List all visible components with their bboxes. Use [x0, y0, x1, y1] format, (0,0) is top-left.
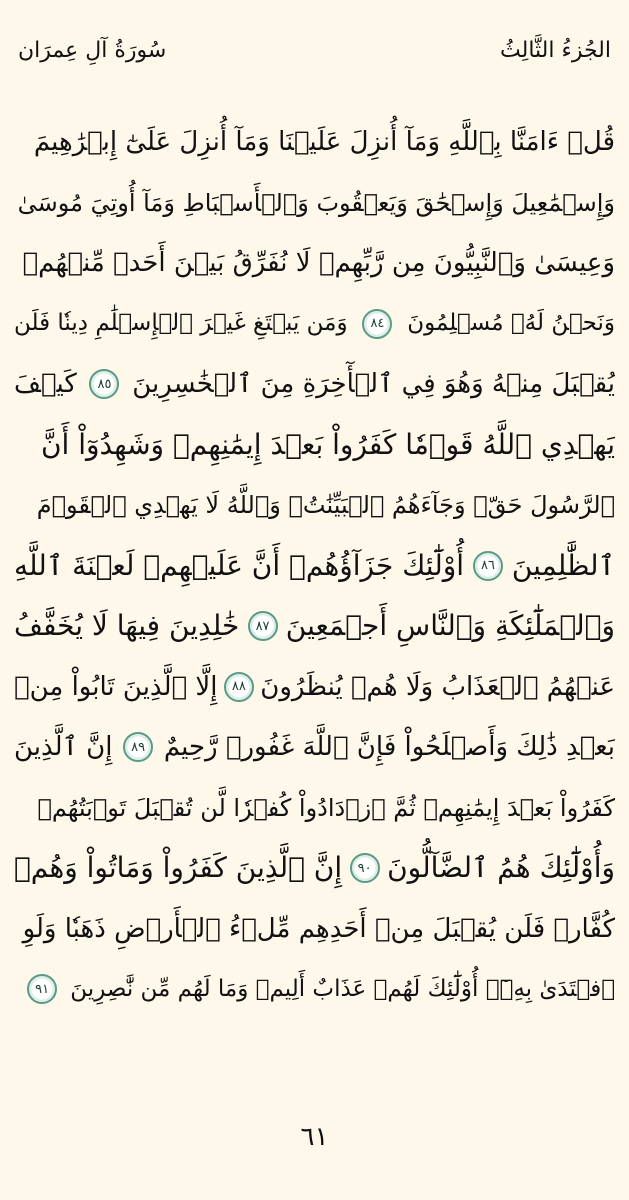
juz-name: الجُزءُ الثَّالِثُ: [500, 37, 611, 63]
verse-text: يُقۡبَلَ مِنۡهُ وَهُوَ فِي ٱلۡأٓخِرَةِ مِنَ ٱلۡخَٰسِرِينَ: [132, 369, 615, 400]
verse-line: [14, 536, 615, 597]
ayah-number-marker: ٩٠: [350, 853, 380, 883]
verse-text: كُفَّارٞ فَلَن يُقۡبَلَ مِنۡ أَحَدِهِم مِّلۡءُ ٱلۡأَرۡضِ ذَهَبٗا وَلَوِ: [22, 913, 615, 944]
verse-line: [14, 959, 615, 1020]
verse-text: وَٱلۡمَلَٰٓئِكَةِ وَٱلنَّاسِ أَجۡمَعِينَ: [285, 609, 615, 643]
verse-text: بَعۡدِ ذَٰلِكَ وَأَصۡلَحُواْ فَإِنَّ ٱللَّهَ غَفُورٞ رَّحِيمٌ: [163, 732, 615, 763]
verse-text: كَفَرُواْ بَعۡدَ إِيمَٰنِهِمۡ ثُمَّ ٱزۡدَادُواْ كُفۡرٗا لَّن تُقۡبَلَ تَوۡبَتُهُمۡ: [37, 793, 615, 822]
verse-text: قُلۡ ءَامَنَّا بِٱللَّهِ وَمَآ أُنزِلَ عَلَيۡنَا وَمَآ أُنزِلَ عَلَىٰٓ إِبۡرَٰهِيمَ: [33, 127, 615, 158]
verse-text: كَيۡفَ: [14, 369, 77, 400]
verse-line: [14, 112, 615, 173]
surah-name: سُورَةُ آلِ عِمرَان: [18, 37, 167, 63]
verses-block: [14, 112, 615, 1020]
ayah-number-marker: ٨٧: [248, 611, 278, 641]
verse-line: [14, 596, 615, 657]
ayah-number-marker: ٨٤: [362, 309, 392, 339]
ayah-number-marker: ٨٦: [473, 551, 503, 581]
verse-text: ٱلظَّٰلِمِينَ: [511, 548, 615, 582]
verse-line: [14, 899, 615, 960]
verse-text: وَإِسۡمَٰعِيلَ وَإِسۡحَٰقَ وَيَعۡقُوبَ وَٱلۡأَسۡبَاطِ وَمَآ أُوتِيَ مُوسَىٰ: [17, 188, 615, 217]
ayah-number-marker: ٨٥: [89, 369, 119, 399]
verse-line: [14, 415, 615, 476]
verse-line: [14, 475, 615, 536]
verse-line: [14, 354, 615, 415]
ayah-number-marker: ٨٩: [123, 732, 153, 762]
verse-text: إِلَّا ٱلَّذِينَ تَابُواْ مِنۢ: [14, 671, 218, 702]
verse-line: [14, 294, 615, 355]
verse-text: إِنَّ ٱلَّذِينَ: [14, 732, 113, 763]
verse-line: [14, 233, 615, 294]
verse-line: [14, 778, 615, 839]
verse-text: خَٰلِدِينَ فِيهَا لَا يُخَفَّفُ: [14, 609, 240, 643]
page-header: [18, 28, 611, 72]
verse-text: أُوْلَٰٓئِكَ جَزَآؤُهُمۡ أَنَّ عَلَيۡهِمۡ لَعۡنَةَ ٱللَّهِ: [14, 548, 465, 582]
verse-text: ٱفۡتَدَىٰ بِهِۦٓۗ أُوْلَٰٓئِكَ لَهُمۡ عَذَابٌ أَلِيمٞ وَمَا لَهُم مِّن نَّٰصِرِينَ: [70, 975, 615, 1002]
verse-line: [14, 657, 615, 718]
ayah-number-marker: ٩١: [27, 974, 57, 1004]
verse-text: وَعِيسَىٰ وَٱلنَّبِيُّونَ مِن رَّبِّهِمۡ لَا نُفَرِّقُ بَيۡنَ أَحَدٖ مِّنۡهُمۡ: [22, 248, 615, 279]
ayah-number-marker: ٨٨: [224, 672, 254, 702]
verse-text: عَنۡهُمُ ٱلۡعَذَابُ وَلَا هُمۡ يُنظَرُونَ: [260, 671, 615, 702]
verse-text: وَنَحۡنُ لَهُۥ مُسۡلِمُونَ: [407, 310, 615, 337]
verse-text: وَأُوْلَٰٓئِكَ هُمُ ٱلضَّآلُّونَ: [387, 851, 615, 885]
verse-text: وَمَن يَبۡتَغِ غَيۡرَ ٱلۡإِسۡلَٰمِ دِينٗا فَلَن: [14, 310, 348, 337]
verse-text: يَهۡدِي ٱللَّهُ قَوۡمٗا كَفَرُواْ بَعۡدَ إِيمَٰنِهِمۡ وَشَهِدُوٓاْ أَنَّ: [40, 427, 615, 461]
verse-line: [14, 173, 615, 234]
verse-text: ٱلرَّسُولَ حَقّٞ وَجَآءَهُمُ ٱلۡبَيِّنَٰتُۚ وَٱللَّهُ لَا يَهۡدِي ٱلۡقَوۡمَ: [36, 491, 615, 520]
verse-line: [14, 717, 615, 778]
page-number: ٦١: [300, 1122, 329, 1152]
verse-text: إِنَّ ٱلَّذِينَ كَفَرُواْ وَمَاتُواْ وَهُمۡ: [14, 851, 343, 885]
verse-line: [14, 838, 615, 899]
